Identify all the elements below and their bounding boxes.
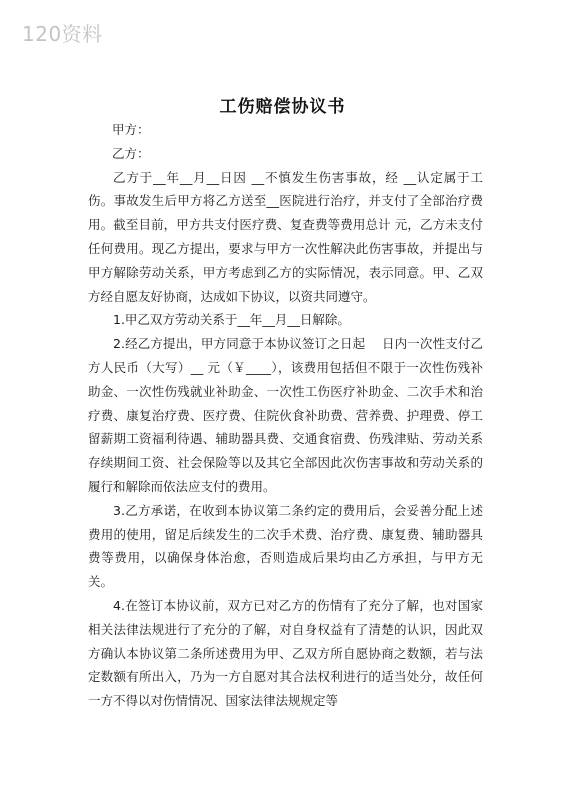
document-title: 工伤赔偿协议书 bbox=[219, 97, 346, 117]
clause-2: 2.经乙方提出，甲方同意于本协议签订之日起 日内一次性支付乙方人民币（大写）__ 元（￥____），该费用包括但不限于一次性伤残补助金、一次性伤残就业补助金、一次性工伤医疗补助金、二次手术和治疗费、康复治疗费、医疗费、住院伙食补助费、营养费、护理费、停工留薪期工资福利待遇、辅助器具费、交通食宿费、伤残津贴、劳动关系存续期间工资、社会保险等以及其它全部因此次伤害事故和劳动关系的履行和解除而依法应支付的费用。 bbox=[88, 336, 483, 494]
document-body bbox=[88, 118, 483, 713]
party-b-label: 乙方： bbox=[112, 145, 150, 161]
clause-1: 1.甲乙双方劳动关系于__年__月__日解除。 bbox=[113, 312, 350, 328]
clause-3: 3.乙方承诺，在收到本协议第二条约定的费用后，会妥善分配上述费用的使用，留足后续发生的二次手术费、治疗费、康复费、辅助器具费等费用，以确保身体治愈，否则造成后果均由乙方承担，与甲方无关。 bbox=[88, 502, 483, 590]
preamble-paragraph: 乙方于__年__月__日因 __不慎发生伤害事故，经 __认定属于工伤。事故发生后甲方将乙方送至__医院进行治疗，并支付了全部治疗费用。截至目前，甲方共支付医疗费、复查费等费用总计 元，乙方未支付任何费用。现乙方提出，要求与甲方一次性解决此伤害事故，并提出与甲方解除劳动关系，甲方考虑到乙方的实际情况，表示同意。甲、乙双方经自愿友好协商，达成如下协议，以资共同遵守。 bbox=[88, 169, 483, 304]
clause-4: 4.在签订本协议前，双方已对乙方的伤情有了充分了解，也对国家相关法律法规进行了充分的了解，对自身权益有了清楚的认识，因此双方确认本协议第二条所述费用为甲、乙双方所自愿协商之数额，若与法定数额有所出入，乃为一方自愿对其合法权利进行的适当处分，故任何一方不得以对伤情情况、国家法律法规规定等 bbox=[88, 597, 483, 709]
party-a-label: 甲方： bbox=[112, 122, 150, 137]
watermark: 120资料 bbox=[22, 22, 103, 46]
